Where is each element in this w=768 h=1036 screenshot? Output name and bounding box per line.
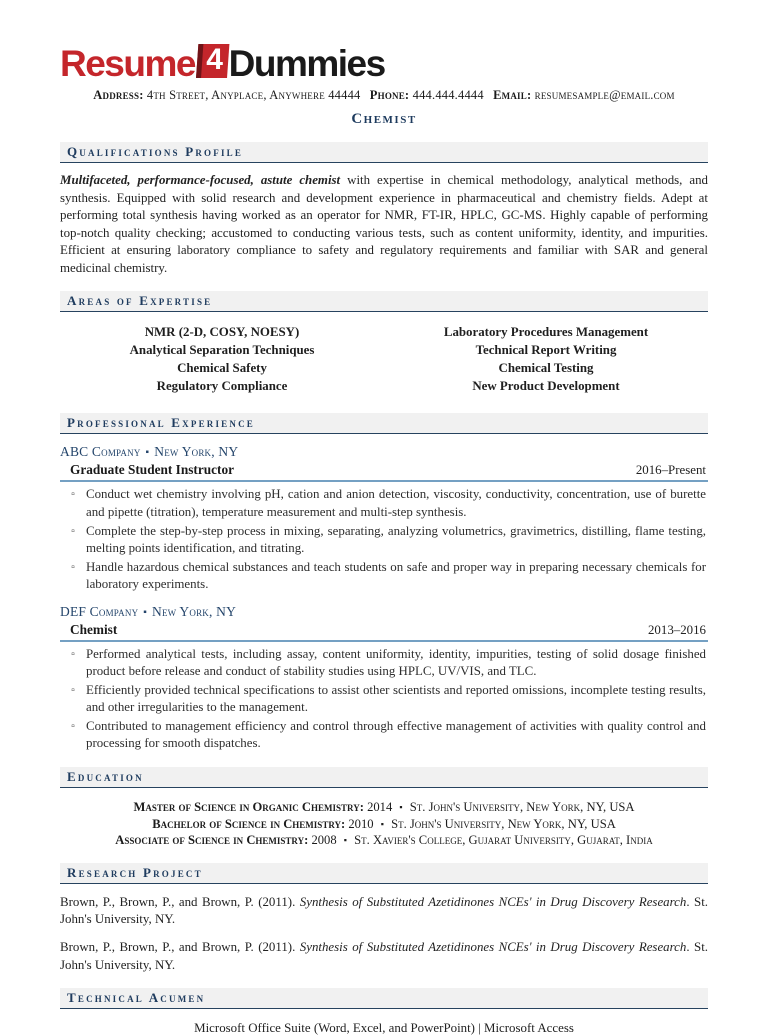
phone-label: Phone: xyxy=(369,88,410,102)
job-title: Chemist xyxy=(70,621,118,637)
expertise-column-right xyxy=(384,324,708,395)
email-label: Email: xyxy=(493,88,532,102)
company-name: ABC Company xyxy=(60,444,141,460)
education-item xyxy=(60,816,708,833)
technical-skills-line: Microsoft Office Suite (Word, Excel, and PowerPoint) | Microsoft Access xyxy=(194,1021,574,1036)
bullet-text: Conduct wet chemistry involving pH, cation and anion detection, viscosity, conductivity, concentration, use of burette and pipette (titration), temperature measurement and multi-step synthesis. xyxy=(86,487,706,520)
expertise-item: Chemical Testing xyxy=(498,360,594,375)
bullet-text: Handle hazardous chemical substances and teach students on safe and proper way in preparing necessary chemicals for laboratory experiments. xyxy=(86,559,706,592)
section-header-education: Education xyxy=(60,767,708,788)
job-bullet xyxy=(60,559,708,594)
citation-authors: Brown, P., Brown, P., and Brown, P. (2011). xyxy=(60,939,300,954)
degree-year: 2014 xyxy=(367,800,393,815)
bullet-text: Performed analytical tests, including assay, content uniformity, identity, impurities, testing of solid dosage finished product before release and conduct of stability studies using HPLC, UV/VIS, and TLC. xyxy=(86,646,706,679)
expertise-item: NMR (2-D, COSY, NOESY) xyxy=(144,325,300,340)
degree: Master of Science in Organic Chemistry: xyxy=(133,800,364,815)
qualifications-paragraph xyxy=(60,172,708,277)
expertise-column-left xyxy=(60,324,384,395)
job-dates: 2016–Present xyxy=(635,463,706,478)
job-bullet xyxy=(60,682,708,717)
bullet-text: Contributed to management efficiency and control through effective management of activities with quality control and processing for smooth dispatches. xyxy=(86,718,706,751)
section-header-experience: Professional Experience xyxy=(60,413,708,434)
job-dates: 2013–2016 xyxy=(647,622,706,637)
brand-logo xyxy=(60,42,708,86)
expertise-item: New Product Development xyxy=(472,378,620,393)
bullet-marker-icon: ▫ xyxy=(71,720,75,732)
bullet-marker-icon: ▫ xyxy=(71,525,75,537)
job-entry xyxy=(60,444,708,593)
job-entry xyxy=(60,604,708,753)
qualifications-lead: Multifaceted, performance-focused, astute chemist xyxy=(60,173,341,187)
expertise-columns xyxy=(60,324,708,395)
job-title-row xyxy=(60,622,708,642)
section-header-expertise: Areas of Expertise xyxy=(60,291,708,312)
logo-four-box xyxy=(196,44,229,78)
logo-dummies-text: Dummies xyxy=(228,43,385,84)
section-header-research: Research Project xyxy=(60,863,708,884)
job-bullet xyxy=(60,718,708,753)
company-location: New York, NY xyxy=(152,603,237,619)
research-citation xyxy=(60,894,708,929)
bullet-text: Complete the step-by-step process in mixing, separating, analyzing volumetrics, gravimetrics, distilling, flame testing, melting points identification, and titrating. xyxy=(86,523,706,556)
degree-year: 2008 xyxy=(311,833,337,848)
company-line xyxy=(60,444,708,460)
address-value: 4th Street, Anyplace, Anywhere 44444 xyxy=(146,88,361,102)
citation-tail: . St. John's University, NY. xyxy=(60,894,708,927)
school: St. John's University, New York, NY, USA xyxy=(391,816,616,831)
bullet-marker-icon: ▫ xyxy=(71,489,75,501)
logo-four-digit: 4 xyxy=(206,43,223,76)
company-location: New York, NY xyxy=(154,444,239,460)
company-name: DEF Company xyxy=(60,603,139,619)
separator: ▪ xyxy=(343,835,347,846)
degree: Associate of Science in Chemistry: xyxy=(115,833,309,848)
page-title: Chemist xyxy=(351,111,417,127)
bullet-marker-icon: ▫ xyxy=(71,648,75,660)
logo-resume-text: Resume xyxy=(60,43,195,84)
separator: ▪ xyxy=(143,606,148,618)
school: St. Xavier's College, Gujarat University, Gujarat, India xyxy=(354,833,653,848)
contact-line xyxy=(60,88,708,103)
citation-title: Synthesis of Substituted Azetidinones NCEs' in Drug Discovery Research xyxy=(299,894,687,909)
bullet-marker-icon: ▫ xyxy=(71,684,75,696)
section-header-technical: Technical Acumen xyxy=(60,988,708,1009)
expertise-item: Chemical Safety xyxy=(177,360,267,375)
qualifications-body: with expertise in chemical methodology, analytical methods, and synthesis. Equipped with solid research and development experience in pharmaceutical and chemistry fields. Adept at performing total synthesis having worked as an operator for NMR, FT-IR, HPLC, GC-MS. Highly capable of performing top-notch quality checking; accustomed to conducting various tests, such as content uniformity, identity, and impurities. Efficient at ensuring laboratory compliance to safety and regulatory requirements and familiar with SAR and general medicinal chemistry. xyxy=(60,173,708,275)
job-title: Graduate Student Instructor xyxy=(70,462,234,478)
job-title-row xyxy=(60,462,708,482)
expertise-item: Analytical Separation Techniques xyxy=(129,343,315,358)
job-bullet xyxy=(60,523,708,558)
section-header-qualifications: Qualifications Profile xyxy=(60,142,708,163)
address-label: Address: xyxy=(93,88,144,102)
education-item xyxy=(60,832,708,849)
separator: ▪ xyxy=(380,818,384,829)
phone-value: 444.444.4444 xyxy=(412,88,484,102)
separator: ▪ xyxy=(399,802,403,813)
company-line xyxy=(60,604,708,620)
school: St. John's University, New York, NY, USA xyxy=(409,800,635,815)
bullet-text: Efficiently provided technical specifications to assist other scientists and reported omissions, incomplete testing results, and other irregularities to the management. xyxy=(86,682,706,715)
job-bullet xyxy=(60,646,708,681)
degree-year: 2010 xyxy=(348,816,374,831)
job-bullet xyxy=(60,486,708,521)
email-value: resumesample@email.com xyxy=(534,88,675,102)
citation-title: Synthesis of Substituted Azetidinones NCEs' in Drug Discovery Research xyxy=(299,939,687,954)
bullet-marker-icon: ▫ xyxy=(71,561,75,573)
education-item xyxy=(60,799,708,816)
separator: ▪ xyxy=(145,447,150,459)
research-citation xyxy=(60,939,708,974)
citation-authors: Brown, P., Brown, P., and Brown, P. (2011). xyxy=(60,894,300,909)
expertise-item: Technical Report Writing xyxy=(475,343,617,358)
expertise-item: Laboratory Procedures Management xyxy=(443,325,649,340)
expertise-item: Regulatory Compliance xyxy=(156,378,288,393)
degree: Bachelor of Science in Chemistry: xyxy=(152,816,346,831)
education-list xyxy=(60,799,708,849)
citation-tail: . St. John's University, NY. xyxy=(60,939,708,972)
